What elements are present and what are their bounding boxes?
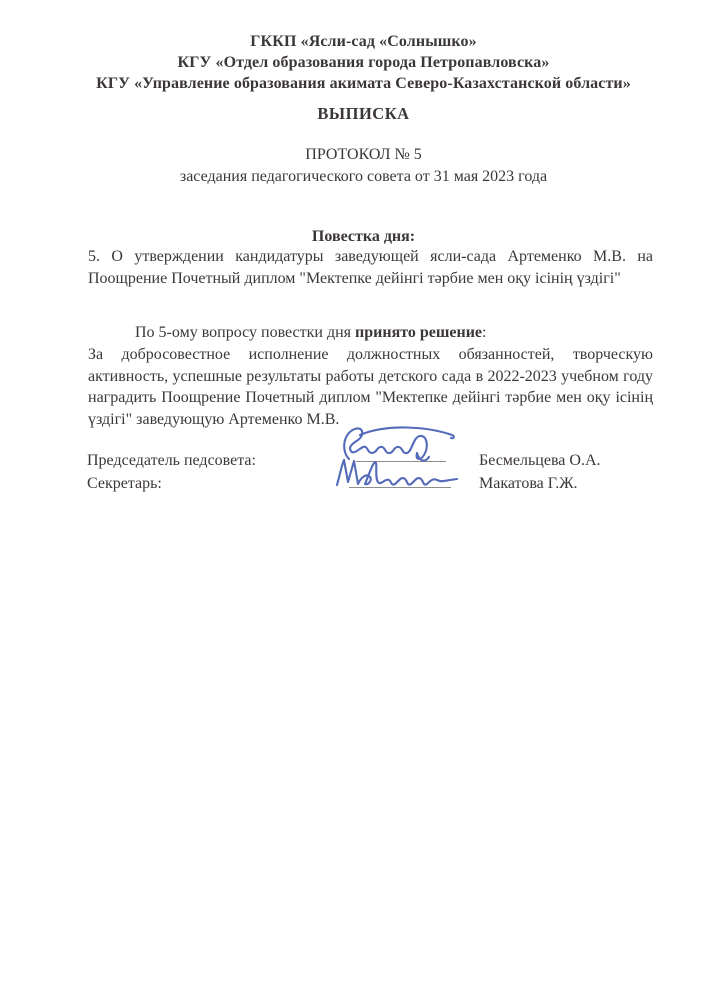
decision-lead [88, 322, 653, 344]
signature-name-chairman: Бесмельцева О.А. [479, 452, 601, 469]
signature-name-secretary: Макатова Г.Ж. [479, 475, 578, 492]
decision-body: За добросовестное исполнение должностных обязанностей, творческую активность, успешные результаты работы детского сада в 2022-2023 учебном году наградить Поощрение Почетный диплом "Мектепке дейінгі тәрбие мен оқу ісінің үздігі" заведующую Артеменко М.В. [88, 346, 653, 428]
decision-lead-text: По 5-ому вопросу повестки дня [135, 324, 356, 341]
signature-role-chairman: Председатель педсовета: [87, 452, 256, 469]
protocol-subheading: заседания педагогического совета от 31 мая 2023 года [179, 168, 548, 185]
decision-lead-colon: : [482, 324, 487, 341]
org-header-line-1: ГККП «Ясли-сад «Солнышко» [250, 33, 477, 50]
handwritten-signature-secretary-icon [332, 452, 460, 494]
doc-type-heading: ВЫПИСКА [317, 104, 410, 123]
protocol-heading: ПРОТОКОЛ № 5 [305, 146, 422, 163]
org-header-line-3: КГУ «Управление образования акимата Северо-Казахстанской области» [96, 75, 631, 92]
org-header-line-2: КГУ «Отдел образования города Петропавловска» [177, 54, 550, 71]
signature-role-secretary: Секретарь: [87, 475, 162, 492]
protocol-title-block [0, 144, 727, 188]
decision-lead-bold: принято решение [355, 324, 483, 341]
agenda-item: 5. О утверждении кандидатуры заведующей ясли-сада Артеменко М.В. на Поощрение Почетный диплом "Мектепке дейінгі тәрбие мен оқу ісінің үздігі" [88, 248, 653, 287]
org-header [0, 31, 727, 94]
agenda-heading: Повестка дня: [311, 228, 416, 245]
